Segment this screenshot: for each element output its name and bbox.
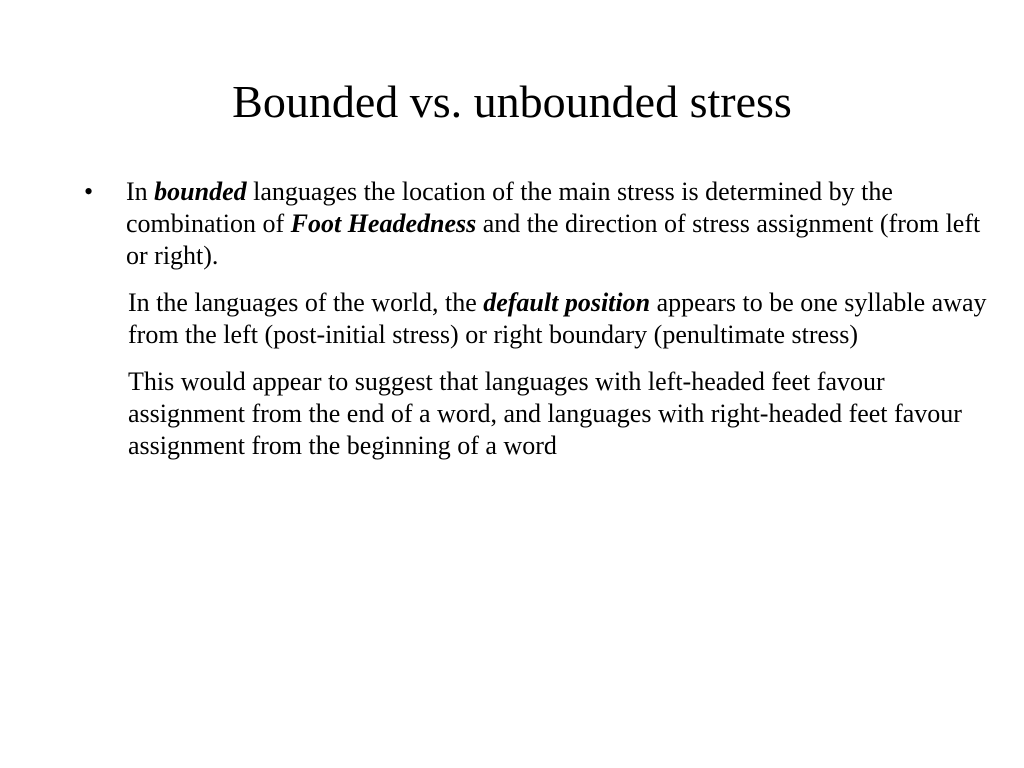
- bullet-marker: •: [84, 177, 94, 206]
- bullet-emphasis-foot-headedness: Foot Headedness: [290, 209, 477, 238]
- bullet-text-part-3: and the direction of stress assignment (from left or right).: [126, 209, 981, 270]
- slide-content: [84, 176, 1004, 462]
- paragraph-2-emphasis-default-position: default position: [483, 288, 651, 317]
- bullet-text-part-2: languages the location of the main stress is determined by the combination of: [126, 177, 893, 238]
- bullet-text-part-1: In: [126, 177, 155, 206]
- paragraph-2-text-part-1: In the languages of the world, the: [128, 288, 484, 317]
- bullet-emphasis-bounded: bounded: [154, 177, 247, 206]
- paragraph-suggestion: [84, 366, 1004, 462]
- paragraph-default-position: [84, 287, 1004, 351]
- paragraph-3-text: This would appear to suggest that languages with left-headed feet favour assignment from the end of a word, and languages with right-headed feet favour assignment from the beginning of a word: [128, 367, 962, 460]
- slide-title: Bounded vs. unbounded stress: [232, 76, 792, 127]
- bullet-item-bounded: [84, 176, 1004, 272]
- paragraph-2-text-part-2: appears to be one syllable away from the left (post-initial stress) or right boundary (penultimate stress): [128, 288, 987, 349]
